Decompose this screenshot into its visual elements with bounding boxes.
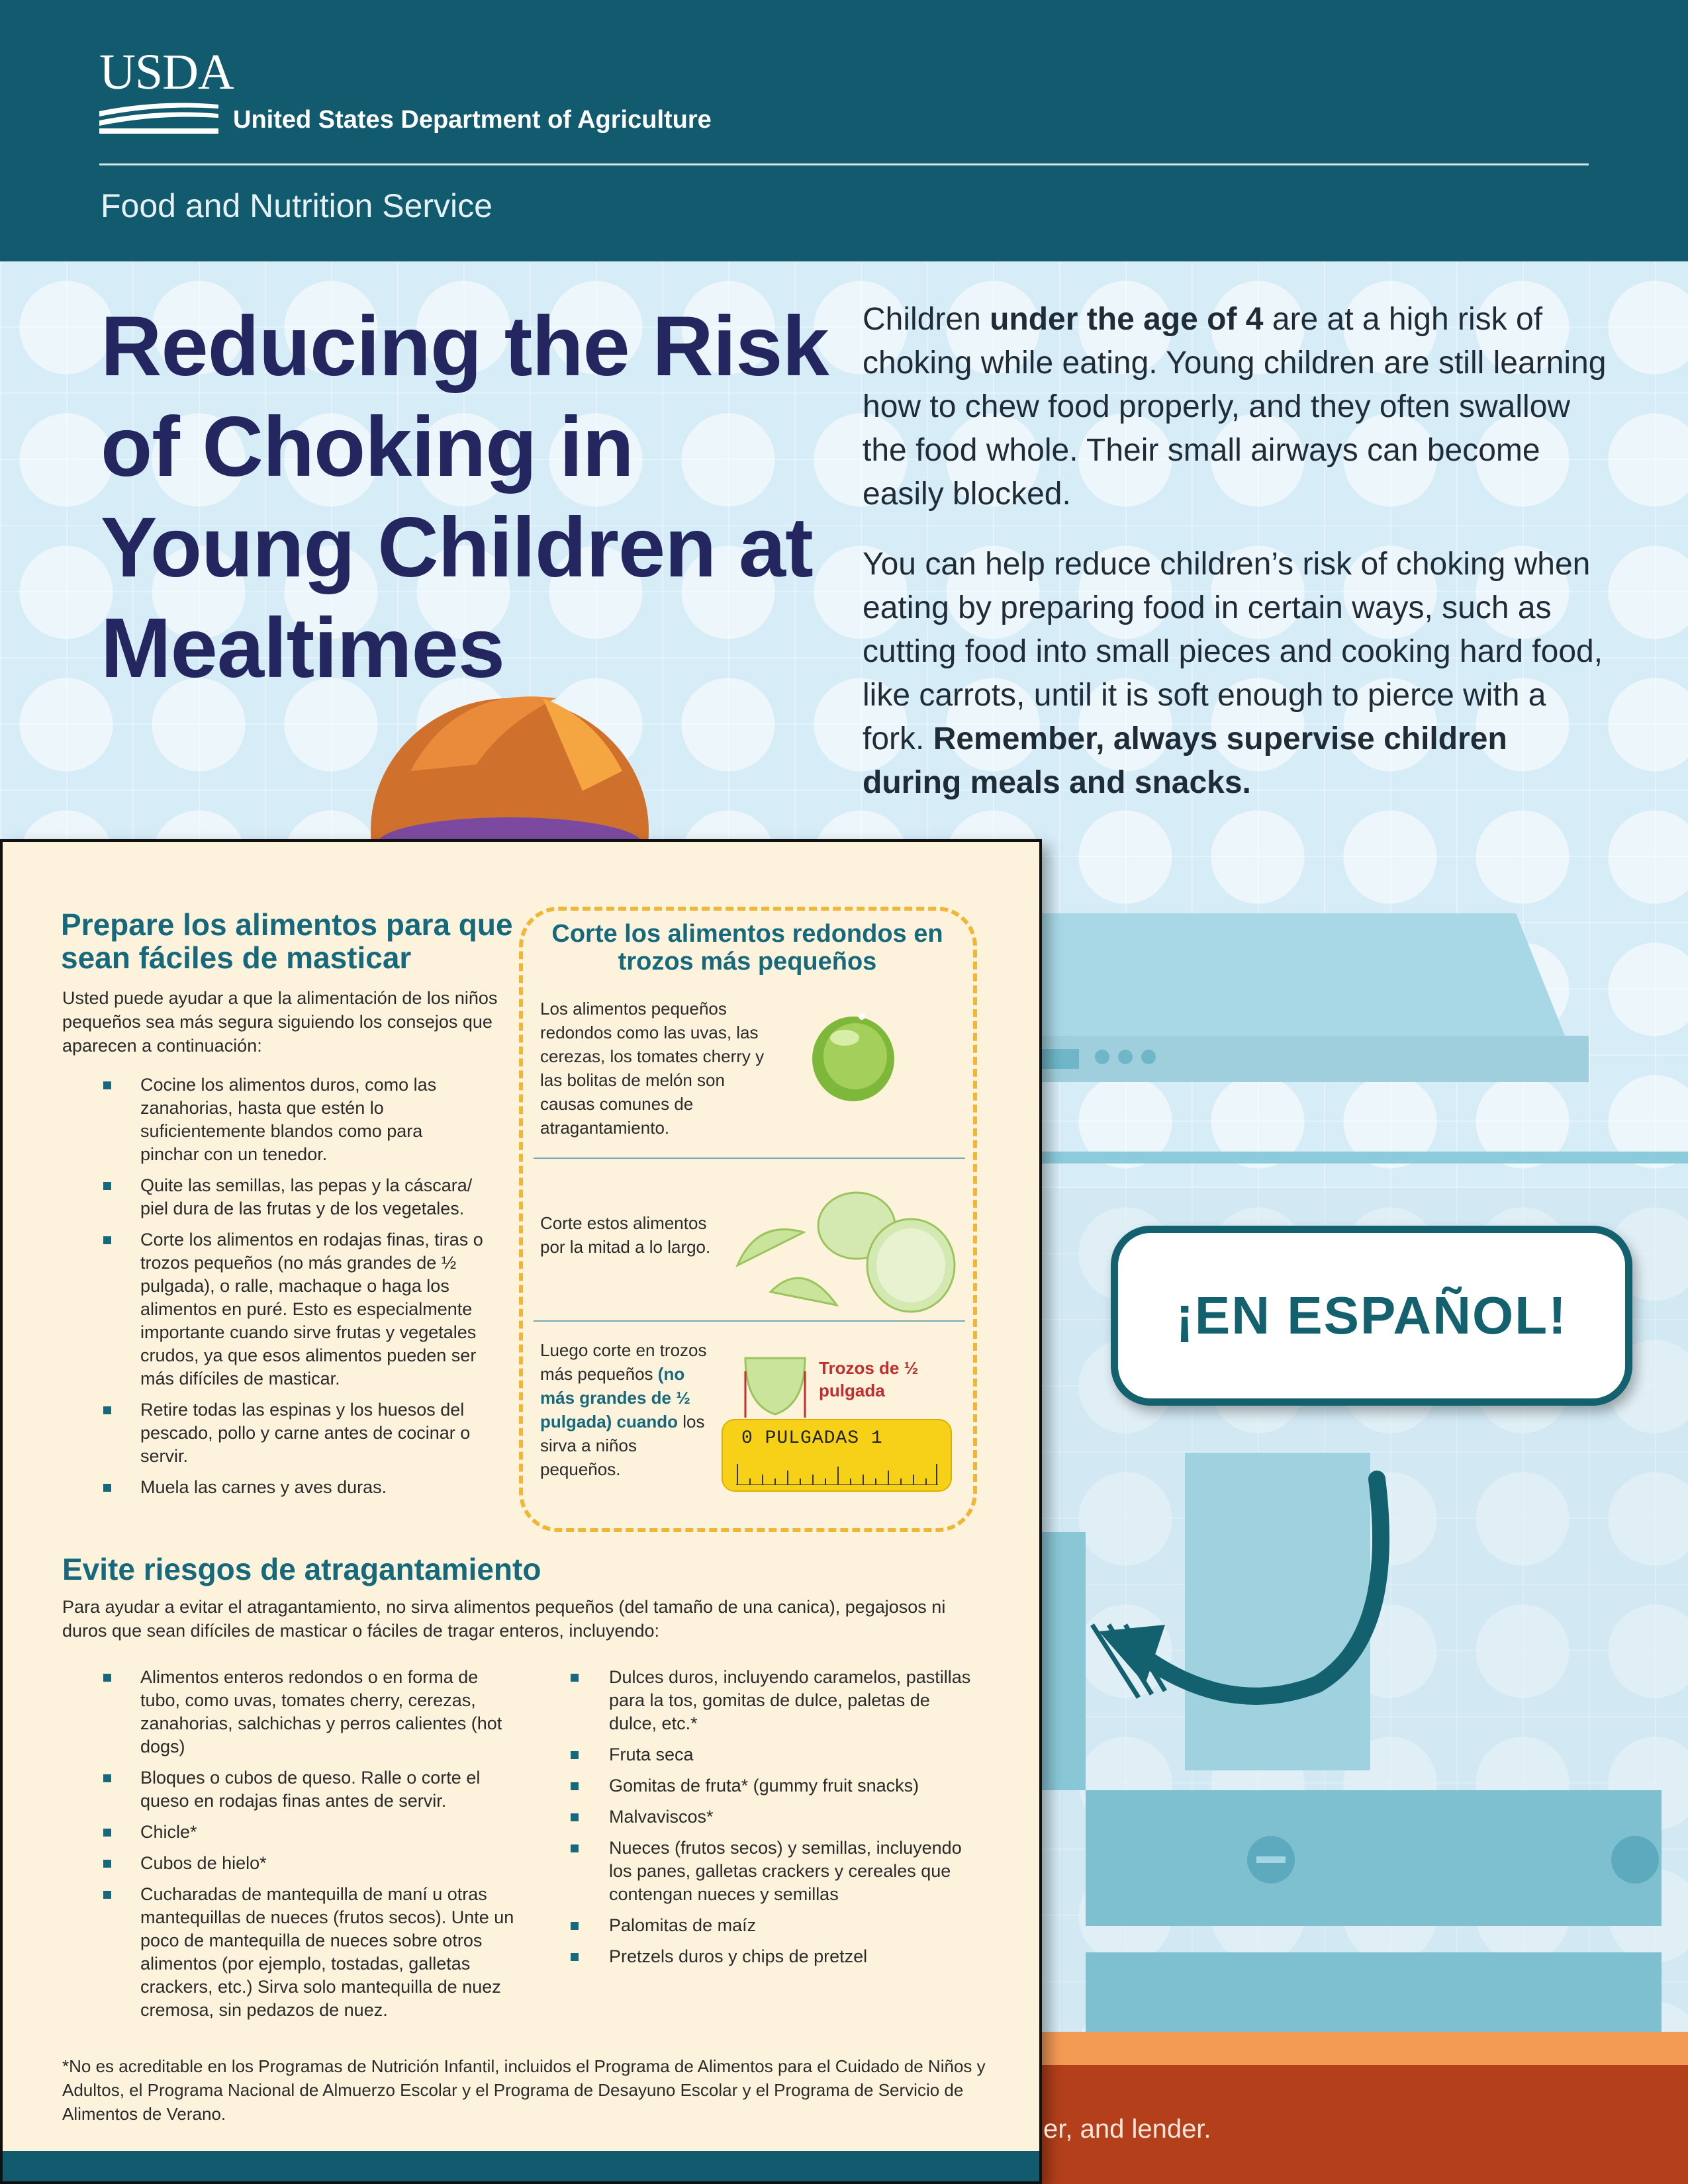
- list-item: Gomitas de fruta* (gummy fruit snacks): [571, 1774, 981, 1797]
- department-name: United States Department of Agriculture: [233, 106, 712, 134]
- bullet-icon: [103, 1829, 111, 1837]
- box-divider: [534, 1158, 965, 1159]
- bullet-icon: [571, 1922, 579, 1930]
- list-item: Quite las semillas, las pepas y la cáscara/ piel dura de las frutas y de los vegetales.: [62, 1174, 486, 1220]
- cut-food-title: Corte los alimentos redondos en trozos más pequeños: [551, 920, 943, 976]
- list-item: Cubos de hielo*: [62, 1852, 519, 1875]
- en-espanol-label: ¡EN ESPAÑOL!: [1176, 1286, 1568, 1345]
- service-name: Food and Nutrition Service: [101, 187, 492, 224]
- avoid-heading: Evite riesgos de atragantamiento: [62, 1552, 541, 1586]
- spanish-version-card[interactable]: [0, 839, 1042, 2184]
- nondiscrimination-fragment: er, and lender.: [1043, 2115, 1211, 2144]
- usda-logo: USDA: [99, 44, 234, 100]
- footnote: *No es acreditable en los Programas de Nutrición Infantil, incluidos el Programa de Alimentos para el Cuidado de Niños y Adultos, el Programa Nacional de Almuerzo Escolar y el Programa de Desayuno Escolar y el Programa de Servicio de Alimentos de Verano.: [62, 2056, 986, 2124]
- bullet-icon: [103, 1406, 111, 1414]
- page-title: Reducing the Risk of Choking in Young Children at Mealtimes: [101, 299, 829, 696]
- intro-paragraph-2: You can help reduce children’s risk of choking when eating by preparing food in certain ways, such as cutting food into small pieces and cooking hard food, like carrots, until it is soft enough to pierce with a fork. Remember, always supervise children during meals and snacks.: [863, 547, 1603, 800]
- stove-body-shape: [1086, 1790, 1662, 1926]
- bullet-icon: [103, 1182, 111, 1190]
- grape-piece-icon: [739, 1351, 812, 1424]
- bullet-icon: [571, 1844, 579, 1852]
- box-divider: [534, 1320, 965, 1322]
- ruler: [722, 1419, 952, 1492]
- grape-icon: [804, 1006, 903, 1105]
- round-foods-text: Los alimentos pequeños redondos como las uvas, las cerezas, los tomates cherry y las bolitas de melón son causas comunes de atragantamiento.: [540, 999, 765, 1138]
- avoid-list-left: [62, 1666, 519, 2030]
- small-pieces-text: Luego corte en trozos más pequeños (no más grandes de ½ pulgada) cuando los sirva a niños pequeños.: [540, 1340, 707, 1479]
- bullet-icon: [103, 1674, 111, 1682]
- hood-button-icon: [1095, 1050, 1109, 1064]
- bullet-icon: [571, 1813, 579, 1821]
- list-item: Fruta seca: [571, 1743, 981, 1766]
- avoid-list-right: [571, 1666, 981, 1976]
- list-item: Cucharadas de mantequilla de maní u otras mantequillas de nueces (frutos secos). Unte un poco de mantequilla de nueces sobre otros alimentos (por ejemplo, tostadas, galletas crackers, etc.) Sirva solo mantequilla de nuez cremosa, sin pedazos de nuez.: [62, 1883, 519, 2022]
- list-item: Chicle*: [62, 1821, 519, 1844]
- bullet-icon: [103, 1484, 111, 1492]
- list-item: Pretzels duros y chips de pretzel: [571, 1945, 981, 1968]
- halved-grapes-icon: [731, 1179, 962, 1332]
- bullet-icon: [571, 1782, 579, 1790]
- intro-paragraph-1: Children under the age of 4 are at a high risk of choking while eating. Young children are still learning how to chew food properly, and they often swallow the food whole. Their small airways can become easily blocked.: [863, 302, 1607, 512]
- bullet-icon: [103, 1860, 111, 1868]
- avoid-intro: Para ayudar a evitar el atragantamiento, no sirva alimentos pequeños (del tamaño de una canica), pegajosos ni duros que sean difíciles de masticar o fáciles de tragar enteros, incluyendo:: [62, 1597, 946, 1641]
- bullet-icon: [103, 1891, 111, 1899]
- bullet-icon: [103, 1236, 111, 1244]
- list-item: Muela las carnes y aves duras.: [62, 1476, 486, 1499]
- list-item: Corte los alimentos en rodajas finas, tiras o trozos pequeños (no más grandes de ½ pulgada), o ralle, machaque o haga los alimentos en puré. Esto es especialmente importante cuando sirve frutas y vegetales crudos, ya que esos alimentos pueden ser más difíciles de masticar.: [62, 1228, 486, 1390]
- intro-text: [863, 298, 1611, 831]
- list-item: Nueces (frutos secos) y semillas, incluyendo los panes, galletas crackers y cereales que contengan nueces y semillas: [571, 1837, 981, 1906]
- prep-intro: Usted puede ayudar a que la alimentación de los niños pequeños sea más segura siguiendo los consejos que aparecen a continuación:: [62, 988, 498, 1056]
- usda-logo-swoosh-icon: [99, 99, 218, 134]
- ruler-ticks-icon: [736, 1459, 938, 1485]
- list-item: Palomitas de maíz: [571, 1914, 981, 1937]
- list-item: Bloques o cubos de queso. Ralle o corte el queso en rodajas finas antes de servir.: [62, 1766, 519, 1813]
- prep-heading: Prepare los alimentos para que sean fáciles de masticar: [61, 907, 513, 975]
- bullet-icon: [103, 1774, 111, 1782]
- cut-half-text: Corte estos alimentos por la mitad a lo largo.: [540, 1213, 711, 1257]
- card-footer-bar: [3, 2151, 1039, 2181]
- list-item: Cocine los alimentos duros, como las zanahorias, hasta que estén lo suficientemente blandos como para pinchar con un tenedor.: [62, 1073, 486, 1166]
- bullet-icon: [103, 1081, 111, 1089]
- ruler-label: 0 PULGADAS 1: [741, 1428, 883, 1449]
- half-inch-label: Trozos de ½ pulgada: [819, 1358, 919, 1400]
- en-espanol-callout[interactable]: [1111, 1226, 1632, 1406]
- list-item: Dulces duros, incluyendo caramelos, pastillas para la tos, gomitas de dulce, paletas de dulce, etc.*: [571, 1666, 981, 1735]
- header-banner: [0, 0, 1688, 261]
- list-item: Malvaviscos*: [571, 1805, 981, 1829]
- header-divider: [99, 163, 1589, 165]
- list-item: Alimentos enteros redondos o en forma de tubo, como uvas, tomates cherry, cerezas, zanahorias, salchichas y perros calientes (hot dogs): [62, 1666, 519, 1758]
- bullet-icon: [571, 1674, 579, 1682]
- bullet-icon: [571, 1751, 579, 1759]
- bullet-icon: [571, 1953, 579, 1961]
- list-item: Retire todas las espinas y los huesos del pescado, pollo y carne antes de cocinar o servir.: [62, 1398, 486, 1468]
- prep-list: [62, 1073, 486, 1507]
